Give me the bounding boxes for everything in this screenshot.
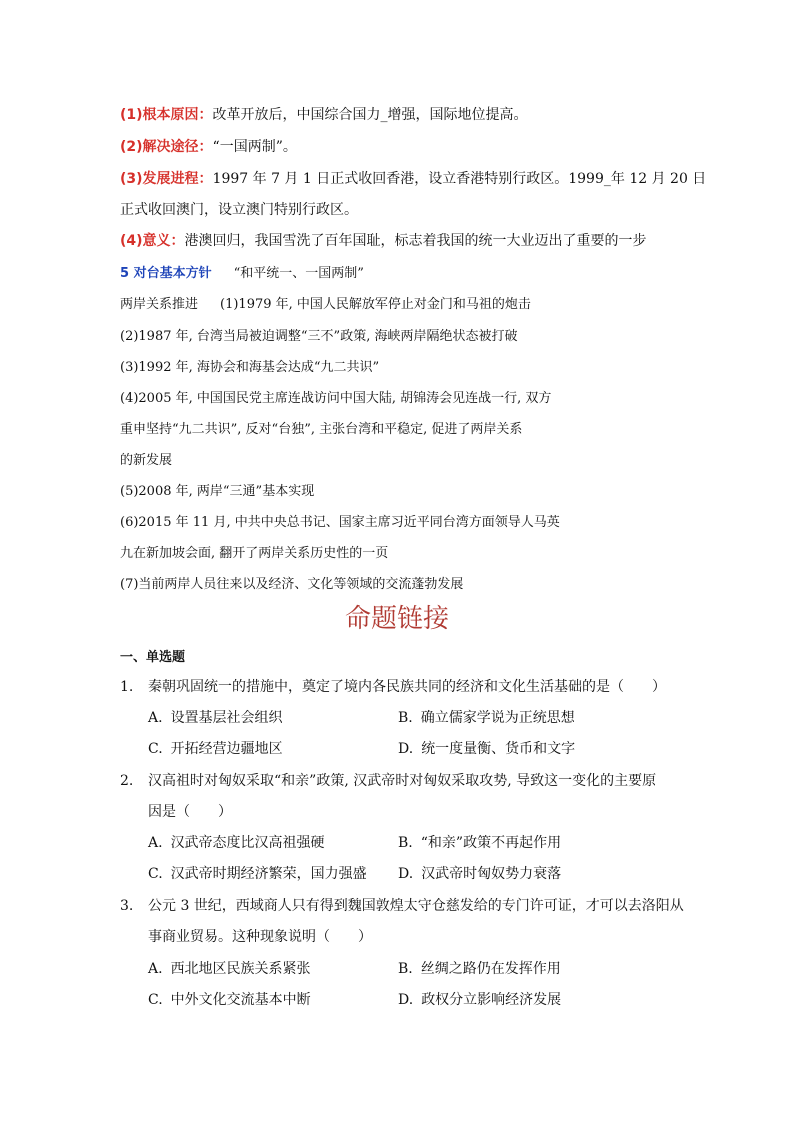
taiwan-heading-line xyxy=(120,262,364,281)
point-text: 港澳回归，我国雪洗了百年国耻，标志着我国的统一大业迈出了重要的一步 xyxy=(184,233,647,249)
point-text: 1997 年 7 月 1 日正式收回香港，设立香港特别行政区。1999_年 12 月 20 日 xyxy=(212,171,707,187)
taiwan-heading: 5 对台基本方针 xyxy=(120,266,212,281)
taiwan-policy: “和平统一、一国两制” xyxy=(233,266,364,281)
point-text: 改革开放后，中国综合国力_增强，国际地位提高。 xyxy=(212,107,528,123)
option-text: 丝绸之路仍在发挥作用 xyxy=(420,961,561,977)
option-text: 汉武帝时期经济繁荣，国力强盛 xyxy=(170,866,367,882)
question-3-stem-continued: 事商业贸易。这种现象说明（ ） xyxy=(148,929,372,945)
question-2-option-a[interactable] xyxy=(148,832,325,852)
option-letter: A. xyxy=(148,835,163,851)
option-letter: C. xyxy=(148,866,163,882)
question-3-option-c[interactable] xyxy=(148,989,311,1009)
question-3-option-a[interactable] xyxy=(148,958,311,978)
option-letter: B. xyxy=(398,835,413,851)
question-1-option-a[interactable] xyxy=(148,707,283,727)
section-heading: 一、单选题 xyxy=(120,650,186,665)
option-letter: C. xyxy=(148,992,163,1008)
option-text: 汉武帝态度比汉高祖强硬 xyxy=(170,835,325,851)
point-label: (3)发展进程： xyxy=(120,171,213,187)
point-label: (4)意义： xyxy=(120,233,185,249)
option-letter: B. xyxy=(398,961,413,977)
taiwan-line-4 xyxy=(120,387,551,406)
option-text: 汉武帝时匈奴势力衰落 xyxy=(421,866,562,882)
option-text: 中外文化交流基本中断 xyxy=(170,992,311,1008)
taiwan-line-10 xyxy=(120,573,463,592)
option-letter: C. xyxy=(148,741,163,757)
question-1-stem xyxy=(120,676,666,696)
point-text: 正式收回澳门，设立澳门特别行政区。 xyxy=(120,202,358,218)
point-1 xyxy=(120,104,528,124)
question-number: 1. xyxy=(120,679,134,695)
option-letter: D. xyxy=(398,741,414,757)
option-text: 确立儒家学说为正统思想 xyxy=(420,710,575,726)
question-text: 汉高祖时对匈奴采取“和亲”政策, 汉武帝时对匈奴采取攻势, 导致这一变化的主要原 xyxy=(148,773,657,789)
question-text: 秦朝巩固统一的措施中，奠定了境内各民族共同的经济和文化生活基础的是（ ） xyxy=(148,679,666,695)
point-2 xyxy=(120,136,297,156)
option-letter: D. xyxy=(398,866,414,882)
option-letter: D. xyxy=(398,992,414,1008)
taiwan-line-5 xyxy=(120,418,522,437)
taiwan-line-2 xyxy=(120,325,517,344)
taiwan-lead: 两岸关系推进 xyxy=(120,297,199,312)
taiwan-text: (3)1992 年, 海协会和海基会达成“九二共识” xyxy=(120,360,380,375)
option-letter: A. xyxy=(148,710,163,726)
question-text: 公元 3 世纪，西域商人只有得到魏国敦煌太守仓慈发给的专门许可证，才可以去洛阳从 xyxy=(148,898,684,914)
question-3-stem xyxy=(120,895,684,915)
question-1-option-b[interactable] xyxy=(398,707,575,727)
option-text: “和亲”政策不再起作用 xyxy=(420,835,562,851)
point-4 xyxy=(120,230,647,250)
option-text: 政权分立影响经济发展 xyxy=(421,992,562,1008)
taiwan-line-6 xyxy=(120,449,172,468)
taiwan-line-9 xyxy=(120,542,388,561)
taiwan-line-7 xyxy=(120,480,314,499)
taiwan-text: (1)1979 年, 中国人民解放军停止对金门和马祖的炮击 xyxy=(220,297,531,312)
point-3 xyxy=(120,168,706,188)
point-3-continued xyxy=(120,199,358,219)
taiwan-text: (5)2008 年, 两岸“三通”基本实现 xyxy=(120,484,315,499)
taiwan-line-1 xyxy=(120,293,531,312)
option-text: 西北地区民族关系紧张 xyxy=(170,961,311,977)
taiwan-text: (7)当前两岸人员往来以及经济、文化等领域的交流蓬勃发展 xyxy=(120,577,464,592)
question-3-option-d[interactable] xyxy=(398,989,561,1009)
taiwan-line-3 xyxy=(120,356,379,375)
taiwan-text: (4)2005 年, 中国国民党主席连战访问中国大陆, 胡锦涛会见连战一行, 双方 xyxy=(120,391,552,406)
question-2-option-c[interactable] xyxy=(148,863,367,883)
question-1-option-c[interactable] xyxy=(148,738,283,758)
option-letter: B. xyxy=(398,710,413,726)
question-2-option-b[interactable] xyxy=(398,832,561,852)
taiwan-text: (2)1987 年, 台湾当局被迫调整“三不”政策, 海峡两岸隔绝状态被打破 xyxy=(120,329,518,344)
question-1-option-d[interactable] xyxy=(398,738,575,758)
point-label: (2)解决途径： xyxy=(120,139,213,155)
option-text: 开拓经营边疆地区 xyxy=(170,741,283,757)
question-2-stem-continued: 因是（ ） xyxy=(148,804,232,820)
question-number: 2. xyxy=(120,773,134,789)
question-2-option-d[interactable] xyxy=(398,863,561,883)
question-number: 3. xyxy=(120,898,134,914)
option-text: 统一度量衡、货币和文字 xyxy=(421,741,576,757)
point-label: (1)根本原因： xyxy=(120,107,213,123)
taiwan-text: (6)2015 年 11 月, 中共中央总书记、国家主席习近平同台湾方面领导人马英 xyxy=(120,515,560,530)
point-text: “一国两制”。 xyxy=(212,139,297,155)
question-3-option-b[interactable] xyxy=(398,958,561,978)
taiwan-line-8 xyxy=(120,511,560,530)
taiwan-text: 九在新加坡会面, 翻开了两岸关系历史性的一页 xyxy=(120,546,389,561)
taiwan-text: 的新发展 xyxy=(120,453,173,468)
option-text: 设置基层社会组织 xyxy=(170,710,283,726)
section-title: 命题链接 xyxy=(344,604,449,634)
taiwan-text: 重申坚持“九二共识”, 反对“台独”, 主张台湾和平稳定, 促进了两岸关系 xyxy=(120,422,523,437)
option-letter: A. xyxy=(148,961,163,977)
question-2-stem xyxy=(120,770,656,790)
